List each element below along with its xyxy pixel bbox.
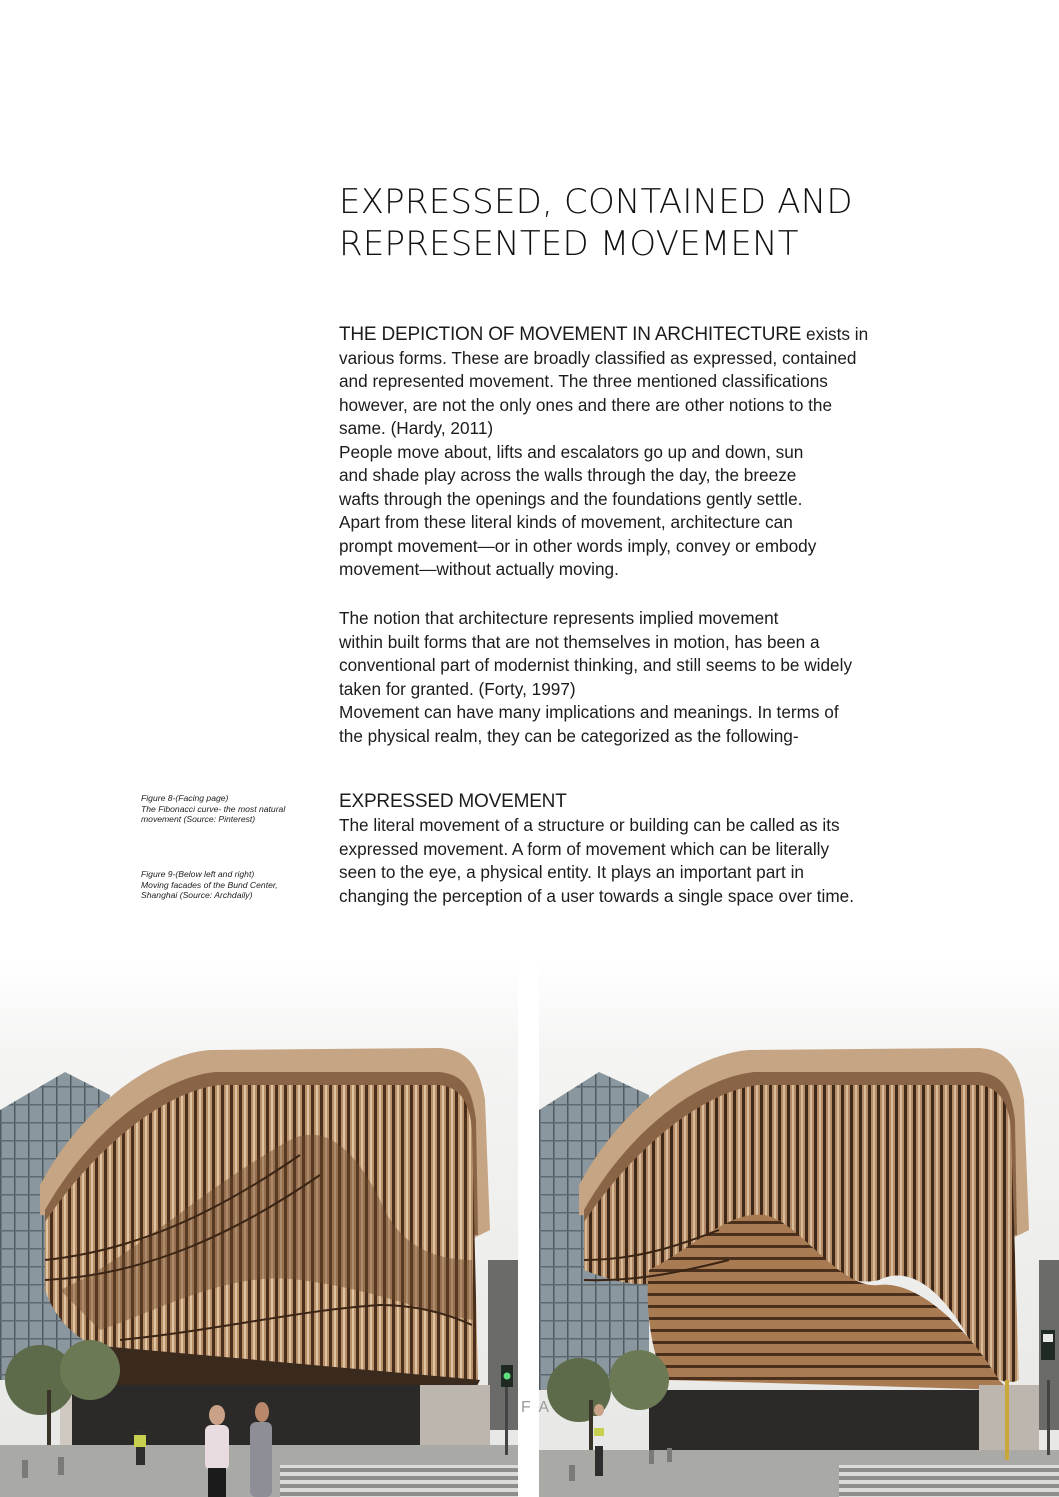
- figure-8-caption: [141, 793, 331, 825]
- intro-line: wafts through the openings and the foundations gently settle.: [339, 488, 803, 509]
- building-photo-left-image: [0, 960, 518, 1497]
- intro-line: various forms. These are broadly classified as expressed, contained: [339, 347, 857, 368]
- intro-line: movement—without actually moving.: [339, 559, 619, 579]
- notion-line: Movement can have many implications and meanings. In terms of: [339, 702, 839, 722]
- notion-line: taken for granted. (Forty, 1997): [339, 678, 576, 699]
- expressed-line: expressed movement. A form of movement which can be literally: [339, 838, 830, 859]
- caption-line: The Fibonacci curve- the most natural: [141, 803, 286, 814]
- intro-paragraph: [339, 323, 939, 582]
- figure-9-caption: [141, 869, 331, 901]
- intro-line: same. (Hardy, 2011): [339, 418, 494, 438]
- caption-line: Figure 8-(Facing page): [141, 793, 229, 803]
- intro-line: and represented movement. The three mentioned classifications: [339, 371, 828, 391]
- intro-line: prompt movement—or in other words imply, convey or embody: [339, 535, 817, 556]
- intro-lead: THE DEPICTION OF MOVEMENT IN ARCHITECTURE: [339, 324, 802, 345]
- notion-line: within built forms that are not themselves in motion, has been a: [339, 631, 820, 652]
- page-title: [339, 181, 959, 265]
- bund-center-photo-right: [539, 960, 1059, 1497]
- page-title-line-2: REPRESENTED MOVEMENT: [339, 223, 799, 264]
- notion-paragraph: [339, 607, 939, 748]
- intro-line: Apart from these literal kinds of movement, architecture can: [339, 512, 793, 532]
- expressed-line: changing the perception of a user towards a single space over time.: [339, 885, 854, 906]
- bund-center-photo-left: [0, 960, 518, 1497]
- expressed-line: seen to the eye, a physical entity. It plays an important part in: [339, 862, 804, 882]
- caption-line: movement (Source: Pinterest): [141, 814, 256, 825]
- expressed-movement-section: [339, 790, 939, 908]
- intro-line: and shade play across the walls through the day, the breeze: [339, 465, 797, 485]
- notion-line: the physical realm, they can be categorized as the following-: [339, 725, 799, 746]
- section-heading: EXPRESSED MOVEMENT: [339, 791, 567, 812]
- building-photo-right-image: [539, 960, 1059, 1497]
- caption-line: Figure 9-(Below left and right): [141, 869, 255, 879]
- bleed-through-text: F A: [521, 1399, 552, 1416]
- intro-line: however, are not the only ones and there are other notions to the: [339, 394, 833, 415]
- caption-line: Moving facades of the Bund Center,: [141, 879, 278, 890]
- notion-line: The notion that architecture represents implied movement: [339, 608, 779, 628]
- expressed-line: The literal movement of a structure or building can be called as its: [339, 815, 840, 835]
- notion-line: conventional part of modernist thinking, and still seems to be widely: [339, 655, 853, 675]
- intro-line: People move about, lifts and escalators go up and down, sun: [339, 441, 804, 462]
- page-title-line-1: EXPRESSED, CONTAINED AND: [339, 181, 853, 222]
- intro-line: exists in: [801, 324, 869, 344]
- caption-line: Shanghai (Source: Archdaily): [141, 890, 253, 901]
